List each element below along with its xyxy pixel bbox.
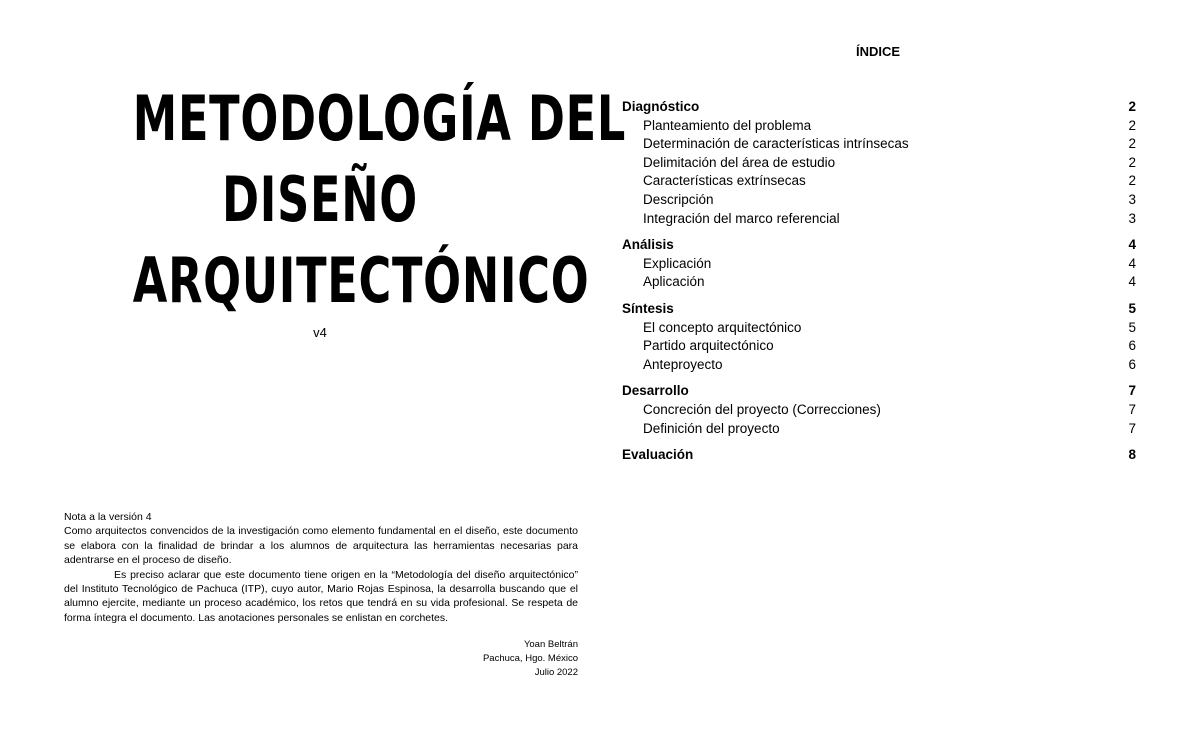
toc-subentry-label: Partido arquitectónico	[643, 338, 774, 354]
table-of-contents	[622, 98, 1136, 473]
toc-section-entry-page-number: 7	[1128, 383, 1136, 399]
toc-subentry[interactable]	[622, 420, 1136, 439]
toc-subentry-page-number: 2	[1128, 173, 1136, 189]
toc-subentry-page-number: 2	[1128, 117, 1136, 133]
toc-subentry-label: Concreción del proyecto (Correcciones)	[643, 401, 881, 417]
toc-section	[622, 300, 1136, 374]
note-paragraph-2: Es preciso aclarar que este documento tiene origen en la “Metodología del diseño arquitectónico” del Instituto Tecnológico de Pachuca (ITP), cuyo autor, Mario Rojas Espinosa, la desarrolla buscando que el alumno ejercite, mediante un proceso académico, los retos que tendrá en su vida profesional. Se respeta de forma íntegra el documento. Las anotaciones personales se enlistan en corchetes.	[64, 568, 578, 624]
toc-section	[622, 98, 1136, 228]
document-title	[132, 78, 627, 321]
toc-subentry[interactable]	[622, 210, 1136, 229]
toc-subentry-label: Delimitación del área de estudio	[643, 154, 836, 170]
toc-subentry-label: Integración del marco referencial	[643, 210, 840, 226]
toc-section-entry-label: Evaluación	[622, 447, 694, 463]
toc-subentry-label: Aplicación	[643, 274, 705, 290]
toc-section	[622, 236, 1136, 292]
toc-section	[622, 446, 1136, 465]
toc-subentry[interactable]	[622, 135, 1136, 154]
toc-subentry-label: El concepto arquitectónico	[643, 319, 802, 335]
title-line-3: ARQUITECTÓNICO	[132, 244, 590, 317]
version-label: v4	[313, 325, 327, 340]
toc-subentry-page-number: 4	[1128, 274, 1136, 290]
toc-subentry[interactable]	[622, 273, 1136, 292]
author-place: Pachuca, Hgo. México	[482, 652, 578, 664]
toc-section-entry-page-number: 4	[1128, 237, 1136, 253]
toc-section	[622, 382, 1136, 438]
toc-section-entry-page-number: 5	[1128, 300, 1136, 316]
toc-section-entry[interactable]	[622, 300, 1136, 319]
title-line-2: DISEÑO	[222, 163, 418, 236]
toc-subentry[interactable]	[622, 337, 1136, 356]
toc-subentry-label: Anteproyecto	[643, 356, 723, 372]
toc-section-entry[interactable]	[622, 382, 1136, 401]
toc-subentry-page-number: 4	[1128, 255, 1136, 271]
author-date: Julio 2022	[534, 666, 578, 678]
toc-section-entry-page-number: 8	[1128, 447, 1136, 463]
note-paragraph-1: Como arquitectos convencidos de la investigación como elemento fundamental en el diseño, este documento se elabora con la finalidad de brindar a los alumnos de arquitectura las herramientas necesarias para adentrarse en el proceso de diseño.	[64, 525, 578, 567]
toc-subentry-page-number: 7	[1128, 401, 1136, 417]
toc-subentry-label: Determinación de características intrínsecas	[643, 136, 909, 152]
toc-subentry[interactable]	[622, 255, 1136, 274]
toc-subentry-page-number: 2	[1128, 136, 1136, 152]
note-heading: Nota a la versión 4	[64, 511, 152, 523]
title-line-1: METODOLOGÍA DEL	[132, 82, 627, 155]
index-title: ÍNDICE	[855, 44, 901, 59]
toc-subentry[interactable]	[622, 191, 1136, 210]
toc-section-entry-page-number: 2	[1128, 99, 1136, 114]
toc-subentry-page-number: 6	[1128, 356, 1136, 372]
toc-subentry-page-number: 2	[1128, 154, 1136, 170]
toc-subentry-label: Definición del proyecto	[643, 420, 780, 436]
version-note	[64, 510, 578, 625]
toc-subentry-page-number: 6	[1128, 338, 1136, 354]
toc-section-entry[interactable]	[622, 446, 1136, 465]
toc-subentry[interactable]	[622, 319, 1136, 338]
toc-subentry[interactable]	[622, 172, 1136, 191]
toc-subentry-label: Descripción	[643, 191, 714, 207]
author-name: Yoan Beltrán	[523, 639, 578, 650]
toc-section-entry-label: Síntesis	[622, 300, 674, 316]
toc-subentry-label: Planteamiento del problema	[643, 117, 812, 133]
toc-subentry[interactable]	[622, 401, 1136, 420]
index-page	[600, 0, 1200, 729]
toc-section-entry-label: Desarrollo	[622, 383, 689, 399]
toc-subentry-label: Explicación	[643, 255, 712, 271]
toc-subentry[interactable]	[622, 154, 1136, 173]
toc-subentry-page-number: 7	[1128, 420, 1136, 436]
toc-section-entry[interactable]	[622, 236, 1136, 255]
toc-subentry-label: Características extrínsecas	[643, 173, 806, 189]
toc-subentry[interactable]	[622, 356, 1136, 375]
toc-subentry-page-number: 3	[1128, 210, 1136, 226]
toc-section-entry[interactable]	[622, 98, 1136, 117]
signature-block	[64, 638, 578, 679]
toc-section-entry-label: Diagnóstico	[622, 99, 700, 114]
toc-subentry-page-number: 3	[1128, 191, 1136, 207]
toc-subentry[interactable]	[622, 117, 1136, 136]
toc-section-entry-label: Análisis	[622, 237, 674, 253]
toc-subentry-page-number: 5	[1128, 319, 1136, 335]
